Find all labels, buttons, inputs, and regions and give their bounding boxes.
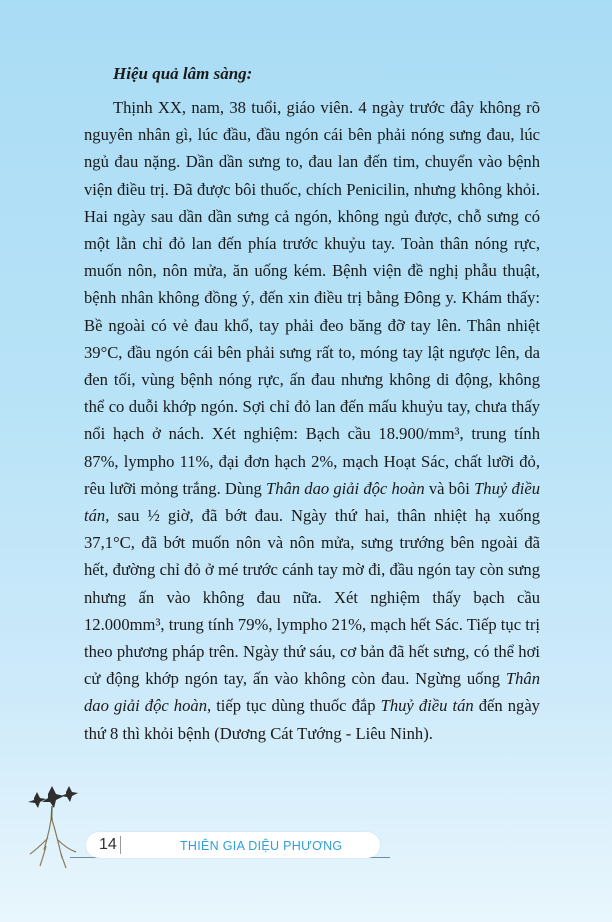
section-heading: Hiệu quả lâm sàng:	[113, 64, 253, 83]
running-title: THIÊN GIA DIỆU PHƯƠNG	[180, 839, 343, 853]
remedy-name: Thuỷ điều tán,	[84, 478, 541, 526]
remedy-name: Thân dao giải độc hoàn	[265, 478, 425, 498]
page-number: 14	[99, 836, 117, 853]
text-run: và bôi	[424, 478, 475, 498]
case-paragraph	[84, 94, 540, 747]
text-run: đến ngày thứ 8 thì khỏi bệnh (Dương Cát Tướng - Liêu Ninh).	[84, 696, 540, 743]
text-run: , tiếp tục dùng thuốc đắp	[207, 696, 381, 716]
remedy-name: Thân dao giải độc hoàn	[84, 669, 540, 716]
text-run: sau ½ giờ, đã bớt đau. Ngày thứ hai, thân nhiệt hạ xuống 37,1°C, đã bớt muốn nôn và nôn mửa, sưng trướng bên ngoài đã hết, đường chỉ đỏ ở mé trước cánh tay mờ đi, đầu ngón tay còn sưng nhưng ấn vào không đau nữa. Xét nghiệm thấy bạch cầu 12.000mm³, trung tính 79%, lympho 21%, mạch hết Sác. Tiếp tục trị theo phương pháp trên. Ngày thứ sáu, cơ bản đã hết sưng, có thể hơi cử động khớp ngón tay, ấn vào không còn đau. Ngừng uống	[84, 506, 540, 689]
remedy-name: Thuỷ điều tán	[380, 696, 474, 716]
footer-divider	[120, 836, 121, 854]
text-run: Thịnh XX, nam, 38 tuổi, giáo viên. 4 ngày trước đây không rõ nguyên nhân gì, lúc đầu, đầu ngón cái bên phải nóng sưng đau, lúc ngủ đau nặng. Dần dần sưng to, đau lan đến tim, chuyển vào bệnh viện điều trị. Đã được bôi thuốc, chích Penicilin, nhưng không khỏi. Hai ngày sau dần dần sưng cả ngón, không ngủ được, chỗ sưng có một lằn chỉ đỏ lan đến phía trước khuỷu tay. Toàn thân nóng rực, muốn nôn, nôn mửa, ăn uống kém. Bệnh viện đề nghị phẫu thuật, bệnh nhân không đồng ý, đến xin điều trị bằng Đông y. Khám thấy: Bề ngoài có vẻ đau khổ, tay phải đeo băng đỡ tay lên. Thân nhiệt 39°C, đầu ngón cái bên phải sưng rất to, móng tay lật ngược lên, da đen tối, vùng bệnh nóng rực, ấn đau nhưng không di động, không thể co duỗi khớp ngón. Sợi chỉ đỏ lan đến mấu khuỷu tay, chưa thấy nổi hạch ở nách. Xét nghiệm: Bạch cầu 18.900/mm³, trung tính 87%, lympho 11%, đại đơn hạch 2%, mạch Hoạt Sác, chất lưỡi đỏ, rêu lưỡi mỏng trắng. Dùng	[84, 98, 540, 498]
page-content	[84, 62, 540, 747]
